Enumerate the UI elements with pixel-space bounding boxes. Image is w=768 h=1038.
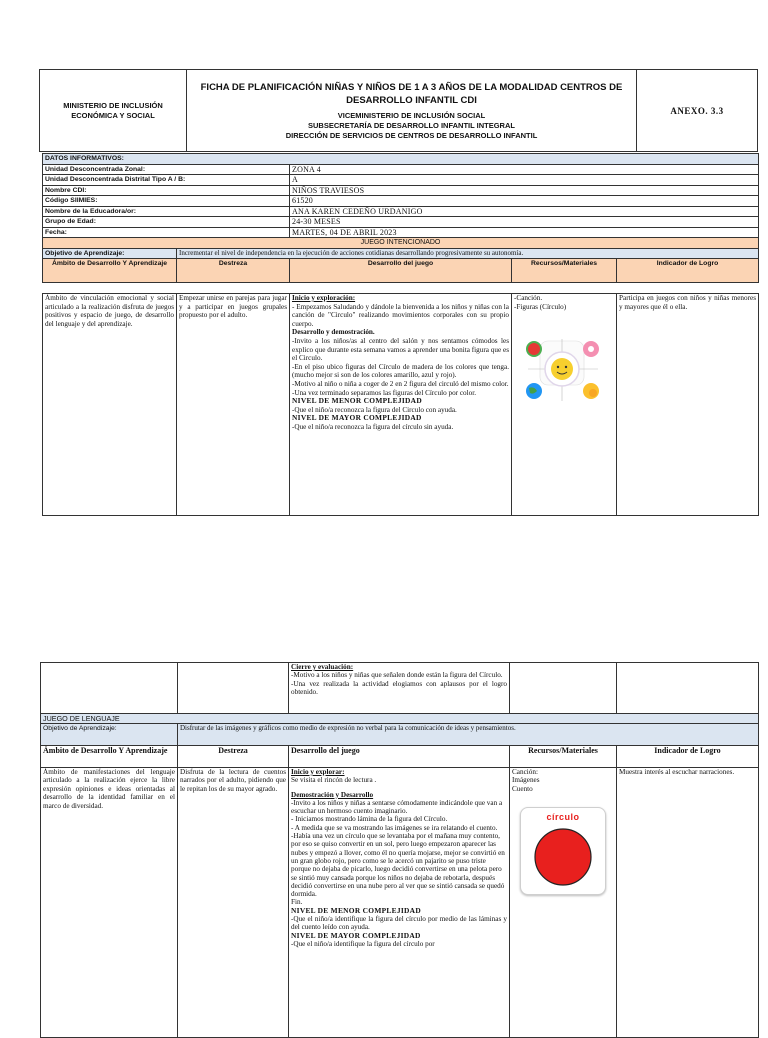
info-label-siimies: Código SIIMIES: — [43, 196, 290, 207]
juego1-body-table — [42, 293, 759, 516]
page2-cont-ambito — [41, 663, 178, 714]
cierre-item: -Motivo a los niños y niñas que señalen donde están la figura del Círculo. — [291, 671, 503, 680]
juego2-inicio-text: Se visita el rincón de lectura . — [291, 776, 377, 785]
page2-table — [40, 662, 759, 1038]
info-table — [42, 153, 759, 283]
page2-cont-destreza — [178, 663, 289, 714]
juego1-recursos — [512, 294, 617, 516]
juego2-indicador: Muestra interés al escuchar narraciones. — [617, 768, 759, 1038]
info-value-fecha: MARTES, 04 DE ABRIL 2023 — [290, 227, 759, 238]
juego1-recurso-item: -Figuras (Círculo) — [514, 302, 567, 311]
juego1-col-desarrollo: Desarrollo del juego — [290, 259, 512, 283]
juego2-menor-title: NIVEL DE MENOR COMPLEJIDAD — [291, 905, 421, 915]
juego1-recurso-item: -Canción. — [514, 294, 543, 302]
juego1-inicio-title: Inicio y exploración: — [292, 294, 356, 302]
juego1-title: JUEGO INTENCIONADO — [43, 238, 759, 249]
juego2-menor-text: -Que el niño/a identifique la figura del círculo por medio de las láminas y del cuento leído con ayuda. — [291, 915, 507, 932]
info-value-zonal: ZONA 4 — [290, 164, 759, 175]
info-label-distrital: Unidad Desconcentrada Distrital Tipo A / B: — [43, 175, 290, 186]
juego1-col-indicador: Indicador de Logro — [617, 259, 759, 283]
header-sub1: VICEMINISTERIO DE INCLUSIÓN SOCIAL — [337, 110, 486, 120]
juego1-mayor-text: -Que el niño/a reconozca la figura del círculo sin ayuda. — [292, 422, 454, 431]
juego2-demo-title: Demostración y Desarrollo — [291, 790, 374, 799]
juego2-inicio-title: Inicio y explorar: — [291, 768, 345, 776]
info-label-cdi: Nombre CDI: — [43, 185, 290, 196]
juego1-inicio-text: - Empezamos Saludando y dándole la bienvenida a los niños y niñas con la canción de "Circulo" realizando movimientos corporales con su propio cuerpo. — [292, 302, 509, 328]
red-circle-icon — [521, 826, 605, 892]
document-title: FICHA DE PLANIFICACIÓN NIÑAS Y NIÑOS DE 1 A 3 AÑOS DE LA MODALIDAD CENTROS DE DESARROLLO INFANTIL CDI — [200, 81, 623, 106]
juego2-mayor-text: -Que el niño/a identifique la figura del círculo por — [291, 939, 435, 948]
juego1-col-recursos: Recursos/Materiales — [512, 259, 617, 283]
page2-cont-recursos — [510, 663, 617, 714]
juego1-col-destreza: Destreza — [177, 259, 290, 283]
smiley-icon — [551, 358, 573, 380]
header-sub2: SUBSECRETARÍA DE DESARROLLO INFANTIL INTEGRAL — [308, 120, 515, 130]
juego1-desarrollo — [290, 294, 512, 516]
header-center — [187, 70, 637, 152]
info-label-zonal: Unidad Desconcentrada Zonal: — [43, 164, 290, 175]
info-value-cdi: NIÑOS TRAVIESOS — [290, 185, 759, 196]
juego1-demo-item: -Motivo al niño o niña a coger de 2 en 2 figura del circuló del mismo color. — [292, 379, 509, 388]
juego2-demo-item: - A medida que se va mostrando las imágenes se ira relatando el cuento. — [291, 823, 498, 832]
cierre-item: -Una vez realizada la actividad elogiamos con aplausos por el logro obtenido. — [291, 679, 507, 697]
juego1-menor-text: -Que el niño/a reconozca la figura del Circulo con ayuda. — [292, 405, 457, 414]
juego1-col-ambito: Ámbito de Desarrollo Y Aprendizaje — [43, 259, 177, 283]
juego1-demo-title: Desarrollo y demostración. — [292, 328, 375, 337]
juego2-recursos — [510, 768, 617, 1038]
juego2-objetivo: Disfrutar de las imágenes y gráficos como medio de expresión no verbal para la comunicación de ideas y pensamientos. — [178, 724, 759, 746]
juego2-recurso-item: Cuento — [512, 784, 533, 793]
juego1-mayor-title: NIVEL DE MAYOR COMPLEJIDAD — [292, 413, 422, 423]
info-section-title: DATOS INFORMATIVOS: — [43, 154, 759, 165]
juego1-indicador: Participa en juegos con niños y niñas menores y mayores que él o ella. — [617, 294, 759, 516]
header-table — [39, 69, 758, 152]
juego2-recurso-item: Canción: — [512, 768, 538, 776]
juego2-demo-item: -Había una vez un círculo que se levantaba por el mañana muy contento, por eso se quiso convertir en un sol, pero luego empezaron aparecer las nubes y empezó a llover, como él no quería mojarse, mejor se convirtió en un gran globo rojo, pero como se le acercó un pajarito se puso triste porque no dejaba de picarlo, luego decidió convertirse en una pelota pero se sintió muy cansada porque los niños no dejaba de rebotarla, después decidió convertirse en una nube pero al ver que se sintió cansada se quedó dormida. — [291, 832, 505, 899]
cierre-title: Cierre y evaluación: — [291, 663, 354, 671]
circle-emoji-illustration — [516, 331, 608, 409]
info-value-edad: 24-30 MESES — [290, 217, 759, 228]
juego1-demo-item: -Invito a los niños/as al centro del salón y nos sentamos cómodos les explico que durante esta semana vamos a aprender una bonita figura que es el Circulo. — [292, 336, 509, 363]
juego2-title: JUEGO DE LENGUAJE — [41, 714, 759, 724]
juego2-col-desarrollo: Desarrollo del juego — [289, 746, 510, 768]
info-value-educadora: ANA KAREN CEDEÑO URDANIGO — [290, 206, 759, 217]
juego2-desarrollo — [289, 768, 510, 1038]
juego1-objetivo-label: Objetivo de Aprendizaje: — [43, 248, 177, 259]
info-label-educadora: Nombre de la Educadora/or: — [43, 206, 290, 217]
page2-cont-indicador — [617, 663, 759, 714]
juego2-col-destreza: Destreza — [178, 746, 289, 768]
info-value-siimies: 61520 — [290, 196, 759, 207]
juego2-demo-item: -Invito a los niños y niñas a sentarse cómodamente indicándole que van a escuchar un hermoso cuento imaginario. — [291, 798, 503, 816]
juego1-demo-item: -En el piso ubico figuras del Círculo de madera de los colores que tenga. (mucho mejor si son de los colores amarillo, azul y rojo). — [292, 362, 509, 380]
juego2-demo-item: - Iniciamos mostrando lámina de la figura del Círculo. — [291, 815, 448, 824]
juego1-objetivo: Incrementar el nivel de independencia en la ejecución de acciones cotidianas desarrollando progresivamente su autonomía. — [177, 248, 759, 259]
juego2-recurso-item: Imágenes — [512, 776, 540, 785]
juego2-col-ambito: Ámbito de Desarrollo Y Aprendizaje — [41, 746, 178, 768]
page2-cierre — [289, 663, 510, 714]
juego2-col-recursos: Recursos/Materiales — [510, 746, 617, 768]
anexo-label: ANEXO. 3.3 — [637, 70, 758, 152]
juego2-col-indicador: Indicador de Logro — [617, 746, 759, 768]
info-value-distrital: A — [290, 175, 759, 186]
juego2-mayor-title: NIVEL DE MAYOR COMPLEJIDAD — [291, 930, 421, 940]
juego1-destreza: Empezar unirse en parejas para jugar y a participar en juegos grupales propuesto por el adulto. — [177, 294, 290, 516]
ministry-name: MINISTERIO DE INCLUSIÓN ECONÓMICA Y SOCIAL — [40, 70, 187, 152]
info-label-edad: Grupo de Edad: — [43, 217, 290, 228]
juego1-menor-title: NIVEL DE MENOR COMPLEJIDAD — [292, 396, 422, 406]
juego2-destreza: Disfruta de la lectura de cuentos narrados por el adulto, pidiendo que le repitan los de su mayor agrado. — [178, 768, 289, 1038]
info-label-fecha: Fecha: — [43, 227, 290, 238]
juego2-ambito: Ámbito de manifestaciones del lenguaje articulado a la realización ejerce la libre expresión opiniones e ideas orientadas al desarrollo de la identidad familiar en el marco de diversidad. — [41, 768, 178, 1038]
header-sub3: DIRECCIÓN DE SERVICIOS DE CENTROS DE DESARROLLO INFANTIL — [285, 130, 538, 140]
juego2-demo-item: Fin. — [291, 898, 303, 907]
juego2-objetivo-label: Objetivo de Aprendizaje: — [41, 724, 178, 746]
juego1-ambito: Ámbito de vinculación emocional y social articulado a la realización disfruta de juegos positivos y espacio de juego, de desarrollo del lenguaje y del aprendizaje. — [43, 294, 177, 516]
circle-flashcard — [520, 807, 606, 895]
juego1-demo-item: -Una vez terminado separamos las figuras del Círculo por color. — [292, 388, 477, 397]
flashcard-label: círculo — [546, 812, 580, 823]
